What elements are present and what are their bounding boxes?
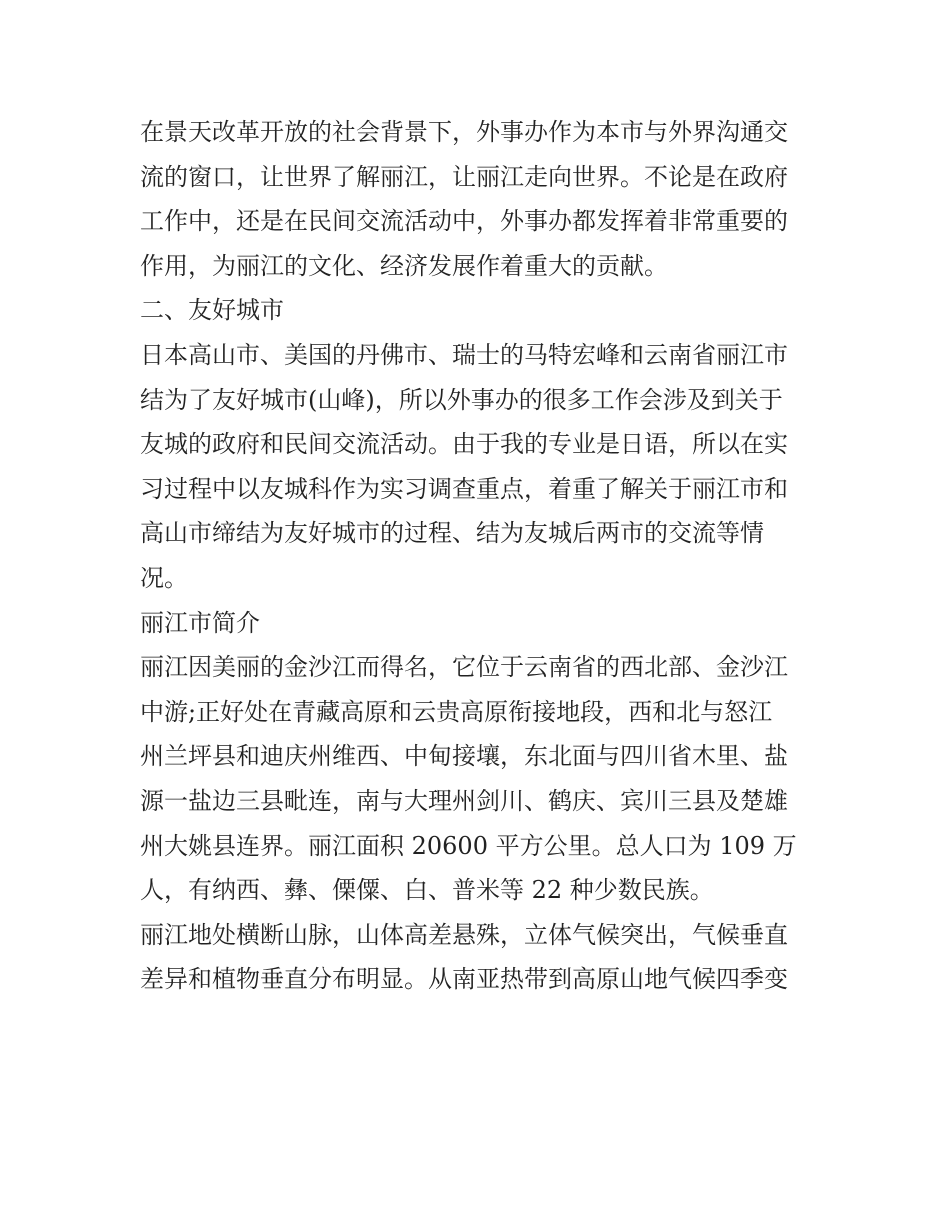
body-text-line: 友城的政府和民间交流活动。由于我的专业是日语，所以在实 [140,430,788,459]
body-text-line: 日本高山市、美国的丹佛市、瑞士的马特宏峰和云南省丽江市 [140,340,788,369]
body-text-line: 丽江地处横断山脉，山体高差悬殊，立体气候突出，气候垂直 [140,920,788,949]
body-text-line: 习过程中以友城科作为实习调查重点，着重了解关于丽江市和 [140,474,788,503]
document-body [140,110,820,1002]
section-heading-lijiang-intro: 丽江市简介 [140,608,260,637]
body-text-line: 丽江因美丽的金沙江而得名，它位于云南省的西北部、金沙江 [140,653,788,682]
body-text-line: 高山市缔结为友好城市的过程、结为友城后两市的交流等情 [140,519,764,548]
body-text-line: 人，有纳西、彝、傈僳、白、普米等 22 种少数民族。 [140,876,714,905]
body-text-line: 况。 [140,563,188,592]
body-text-line: 差异和植物垂直分布明显。从南亚热带到高原山地气候四季变 [140,965,788,994]
body-text-line: 源一盐边三县毗连，南与大理州剑川、鹤庆、宾川三县及楚雄 [140,786,788,815]
body-text-line: 在景天改革开放的社会背景下，外事办作为本市与外界沟通交 [140,118,788,146]
body-text-line: 结为了友好城市(山峰)，所以外事办的很多工作会涉及到关于 [140,385,783,414]
body-text-line: 中游;正好处在青藏高原和云贵高原衔接地段，西和北与怒江 [140,697,773,726]
body-text-line: 州大姚县连界。丽江面积 20600 平方公里。总人口为 109 万 [140,831,797,860]
body-text-line: 流的窗口，让世界了解丽江，让丽江走向世界。不论是在政府 [140,162,788,191]
section-heading-friendly-cities: 二、友好城市 [140,296,284,325]
body-text-line: 作用，为丽江的文化、经济发展作着重大的贡献。 [140,251,668,280]
body-text-line: 州兰坪县和迪庆州维西、中甸接壤，东北面与四川省木里、盐 [140,742,788,771]
body-text-line: 工作中，还是在民间交流活动中，外事办都发挥着非常重要的 [140,207,788,236]
